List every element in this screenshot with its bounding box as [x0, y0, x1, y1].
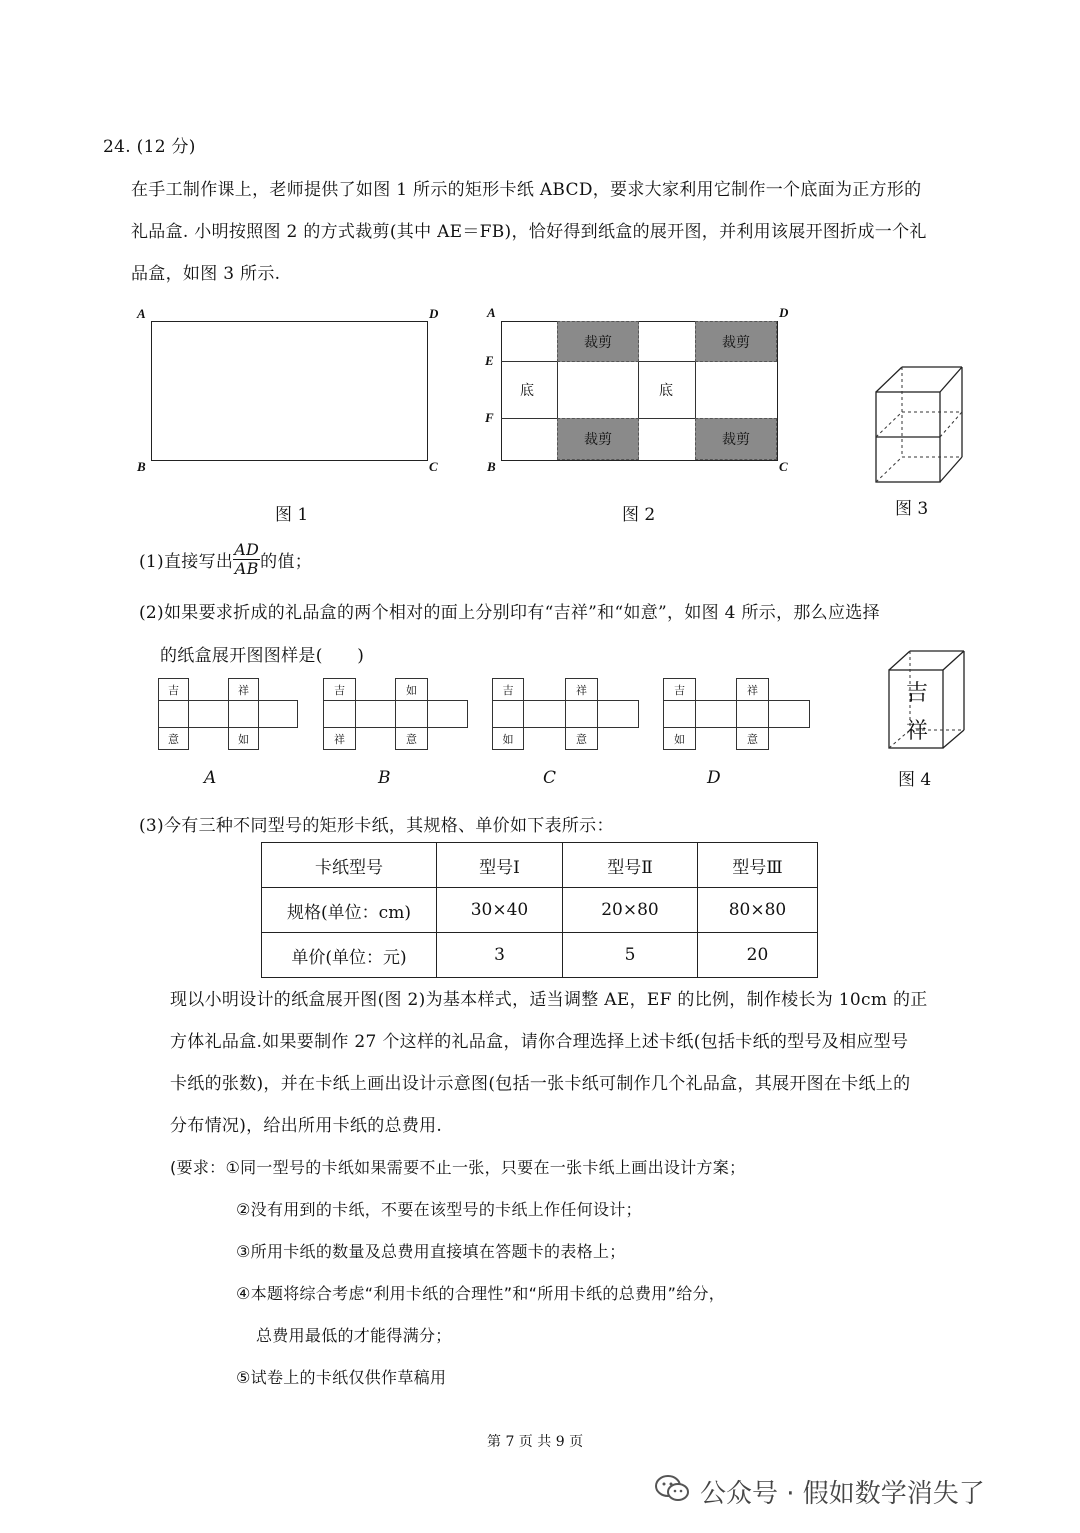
table-header: 型号Ⅰ	[437, 843, 563, 888]
q3-paragraph-4: 分布情况)，给出所用卡纸的总费用.	[170, 1116, 443, 1136]
question-3-intro: (3)今有三种不同型号的矩形卡纸，其规格、单价如下表所示：	[139, 816, 614, 836]
fraction-numerator: AD	[234, 540, 260, 559]
face-top-right: 祥	[736, 678, 769, 701]
label-d: D	[429, 306, 439, 321]
option-b-label[interactable]: B	[378, 768, 391, 788]
option-c-label[interactable]: C	[543, 768, 557, 788]
figure-2-caption: 图 2	[622, 505, 656, 525]
gift-box-drawing	[870, 362, 970, 487]
q3-paragraph-1: 现以小明设计的纸盒展开图(图 2)为基本样式，适当调整 AE，EF 的比例，制作棱长为 10cm 的正	[170, 990, 928, 1010]
face-top-right: 祥	[228, 678, 259, 701]
face-top-left: 吉	[158, 678, 189, 701]
label-a: A	[137, 306, 146, 321]
face-xiang: 祥	[906, 719, 929, 744]
cut-region: 裁剪	[557, 321, 639, 362]
watermark-text: 公众号 · 假如数学消失了	[700, 1479, 985, 1509]
rectangle-abcd	[151, 321, 428, 461]
face-bottom-left: 祥	[323, 727, 356, 750]
face-ji: 吉	[906, 681, 929, 706]
table-header: 卡纸型号	[262, 843, 437, 888]
label-b: B	[137, 459, 146, 474]
label-d: D	[779, 305, 789, 320]
requirement-4-continued: 总费用最低的才能得满分；	[256, 1326, 452, 1345]
face-bottom-left: 如	[492, 727, 524, 750]
table-row	[262, 933, 818, 978]
table-cell: 30×40	[437, 888, 563, 933]
table-header-row	[262, 843, 818, 888]
base-label: 底	[659, 383, 673, 399]
fraction-ad-ab	[233, 541, 260, 578]
page-number: 第 7 页 共 9 页	[487, 1434, 584, 1450]
requirement-2: ②没有用到的卡纸，不要在该型号的卡纸上作任何设计；	[236, 1200, 642, 1219]
table-cell: 规格(单位：cm)	[262, 888, 437, 933]
fraction-denominator: AB	[234, 559, 259, 578]
intro-line-3: 品盒，如图 3 所示.	[131, 264, 281, 284]
face-bottom-right: 意	[736, 727, 769, 750]
table-cell: 单价(单位：元)	[262, 933, 437, 978]
face-top-left: 吉	[323, 678, 356, 701]
label-a: A	[487, 305, 496, 320]
face-top-right: 祥	[565, 678, 598, 701]
requirement-5: ⑤试卷上的卡纸仅供作草稿用	[236, 1368, 447, 1387]
q3-paragraph-2: 方体礼品盒.如果要制作 27 个这样的礼品盒，请你合理选择上述卡纸(包括卡纸的型号及相应型号	[170, 1032, 909, 1052]
question-1	[139, 541, 312, 578]
wechat-icon	[654, 1474, 690, 1504]
label-c: C	[779, 459, 788, 474]
table-cell: 80×80	[698, 888, 818, 933]
requirement-4: ④本题将综合考虑“利用卡纸的合理性”和“所用卡纸的总费用”给分，	[236, 1284, 726, 1303]
table-cell: 20	[698, 933, 818, 978]
intro-line-1: 在手工制作课上，老师提供了如图 1 所示的矩形卡纸 ABCD，要求大家利用它制作一个底面为正方形的	[131, 180, 922, 200]
face-bottom-left: 意	[158, 727, 189, 750]
figure-4-caption: 图 4	[898, 770, 932, 790]
table-row	[262, 888, 818, 933]
card-spec-table	[261, 842, 818, 978]
face-bottom-right: 如	[228, 727, 259, 750]
cut-region: 裁剪	[557, 418, 639, 460]
requirement-3: ③所用卡纸的数量及总费用直接填在答题卡的表格上；	[236, 1242, 626, 1261]
figure-1-caption: 图 1	[275, 505, 309, 525]
face-top-left: 吉	[492, 678, 524, 701]
face-bottom-right: 意	[395, 727, 428, 750]
question-2-line-2: 的纸盒展开图图样是( )	[160, 646, 365, 666]
table-cell: 20×80	[563, 888, 698, 933]
intro-line-2: 礼品盒. 小明按照图 2 的方式裁剪(其中 AE＝FB)，恰好得到纸盒的展开图，并利用该展开图折成一个礼	[131, 222, 927, 242]
table-header: 型号Ⅱ	[563, 843, 698, 888]
option-a-label[interactable]: A	[204, 768, 217, 788]
table-cell: 5	[563, 933, 698, 978]
label-e: E	[485, 353, 494, 368]
requirement-1: (要求：①同一型号的卡纸如果需要不止一张，只要在一张卡纸上画出设计方案；	[170, 1158, 746, 1177]
option-d-label[interactable]: D	[707, 768, 721, 788]
q1-prefix: (1)直接写出	[139, 552, 234, 572]
label-b: B	[487, 459, 496, 474]
table-header: 型号Ⅲ	[698, 843, 818, 888]
label-f: F	[485, 410, 494, 425]
label-c: C	[429, 459, 438, 474]
cut-region: 裁剪	[695, 321, 777, 362]
figure-3-caption: 图 3	[895, 499, 929, 519]
base-label: 底	[520, 383, 534, 399]
question-2-line-1: (2)如果要求折成的礼品盒的两个相对的面上分别印有“吉祥”和“如意”，如图 4 所示，那么应选择	[139, 603, 880, 623]
face-bottom-right: 意	[565, 727, 598, 750]
face-top-right: 如	[395, 678, 428, 701]
cut-region: 裁剪	[695, 418, 777, 460]
problem-number: 24. (12 分)	[103, 137, 196, 157]
table-cell: 3	[437, 933, 563, 978]
q1-suffix: 的值；	[260, 552, 313, 572]
face-bottom-left: 如	[663, 727, 696, 750]
q3-paragraph-3: 卡纸的张数)，并在卡纸上画出设计示意图(包括一张卡纸可制作几个礼品盒，其展开图在卡纸上的	[170, 1074, 911, 1094]
face-top-left: 吉	[663, 678, 696, 701]
